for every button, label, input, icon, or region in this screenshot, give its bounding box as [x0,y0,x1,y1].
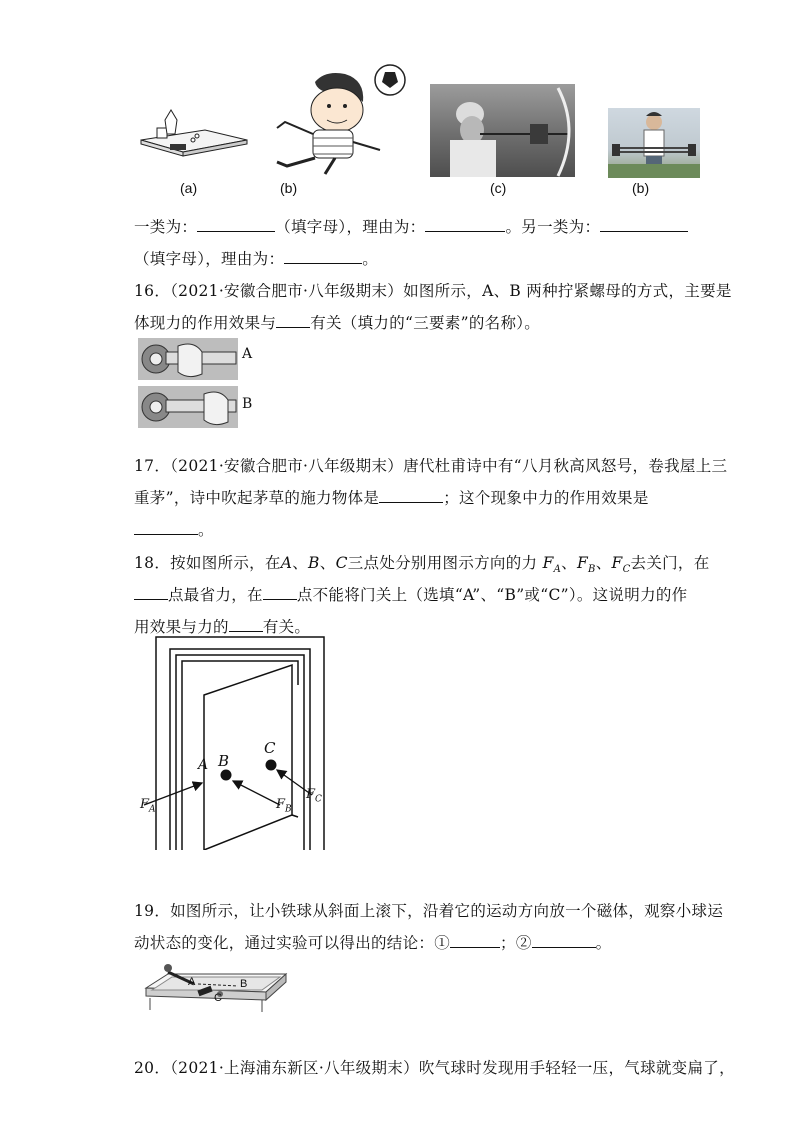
caption-a: (a) [180,180,198,196]
q15-line1: 一类为： （填字母），理由为： 。另一类为： [134,217,688,237]
q19-blank-2[interactable] [532,933,596,948]
q19-blank-1[interactable] [450,933,500,948]
wrench-label-a: A [242,346,253,362]
figure-a-ramp [135,100,250,162]
q17-line2: 重茅”，诗中吹起茅草的施力物体是 ；这个现象中力的作用效果是 [134,489,649,507]
door-label-fb: $F_B$ [276,797,292,815]
q16-line2: 体现力的作用效果与 有关（填力的“三要素”的名称）。 [134,314,541,332]
q15-blank-1[interactable] [197,217,275,232]
wrench-label-b: B [242,396,253,412]
door-label-a: A [198,757,209,773]
figure-wrench-b [138,386,238,428]
ramp-label-c: C [214,992,222,1004]
q20-line1: 20．（2021·上海浦东新区·八年级期末）吹气球时发现用手轻轻一压，气球就变扁了， [134,1059,735,1077]
figure-door [140,635,340,850]
q16-line1: 16．（2021·安徽合肥市·八年级期末）如图所示，A、B 两种拧紧螺母的方式，主要是 [134,282,732,300]
q17-line1: 17．（2021·安徽合肥市·八年级期末）唐代杜甫诗中有“八月秋高风怒号，卷我屋上三 [134,457,728,475]
figure-b-boy-heading-ball [265,62,415,177]
q15-blank-4[interactable] [284,249,362,264]
door-label-b: B [218,752,230,770]
q15-blank-3[interactable] [600,217,688,232]
figure-ramp-magnet [138,958,288,1016]
q18-blank-2[interactable] [263,585,297,600]
q18-line1: 18．按如图所示，在A、B、C三点处分别用图示方向的力 $F_A$、$F_B$、$F_C$去关门，在 [134,554,710,576]
caption-c: (c) [490,180,507,196]
point-b [221,770,232,781]
q15-blank-2[interactable] [425,217,505,232]
q17-line3: 。 [134,520,214,540]
q17-blank-2[interactable] [134,520,198,535]
ramp-label-b: B [240,978,248,990]
q18-line2: 点最省力，在 点不能将门关上（选填“A”、“B”或“C”）。这说明力的作 [134,585,687,605]
q19-line1: 19．如图所示，让小铁球从斜面上滚下，沿着它的运动方向放一个磁体，观察小球运 [134,902,724,920]
caption-b: (b) [280,180,298,196]
door-label-fa: $F_A$ [140,797,156,815]
door-label-fc: $F_C$ [306,787,322,805]
q18-line3: 用效果与力的 有关。 [134,618,311,636]
q18-blank-3[interactable] [229,617,263,632]
figure-wrench-a [138,338,238,380]
point-c [266,760,277,771]
q17-blank-1[interactable] [379,488,443,503]
q16-blank[interactable] [276,313,310,328]
q15-line2: （填字母），理由为： 。 [134,250,379,268]
caption-b-second: (b) [632,180,650,196]
door-label-c: C [264,739,276,757]
q19-line2: 动状态的变化，通过实验可以得出的结论：① ；② 。 [134,934,612,952]
figure-c-archer-photo [430,84,575,177]
q18-blank-1[interactable] [134,585,168,600]
ramp-label-a: A [188,976,196,988]
figure-d-chest-expander-photo [608,108,700,178]
